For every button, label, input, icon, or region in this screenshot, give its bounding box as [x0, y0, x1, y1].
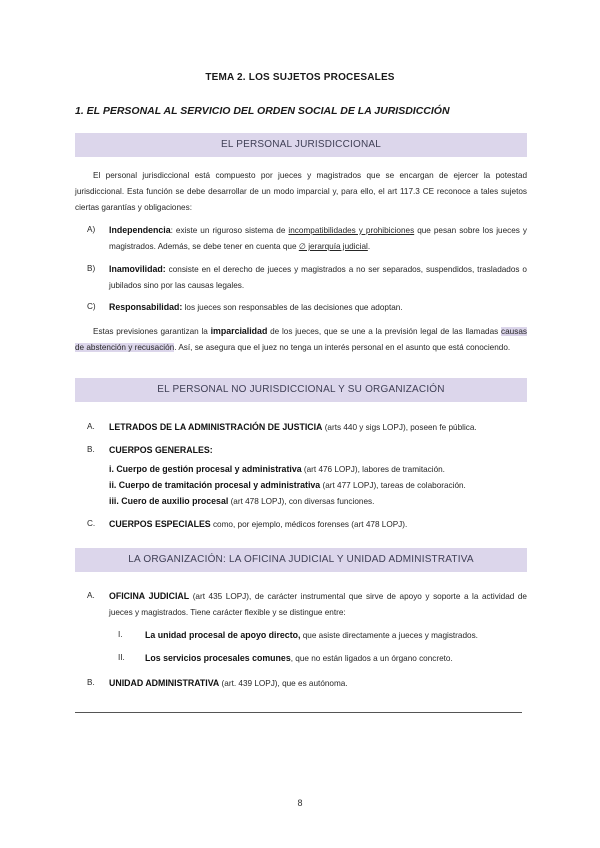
text-run: (art 435 LOPJ), de carácter instrumental que sirve de apoyo y soporte a la actividad de jueces y magistrados. Tiene carácter flexible y se distingue entre:	[109, 592, 527, 617]
roman-item-text	[145, 650, 528, 667]
item-label: OFICINA JUDICIAL	[109, 591, 190, 601]
item-label: LETRADOS DE LA ADMINISTRACIÓN DE JUSTICIA	[109, 422, 323, 432]
guarantee-label: Independencia	[109, 225, 171, 235]
roman-item-text	[145, 627, 528, 644]
section-band-jurisdictional: EL PERSONAL JURISDICCIONAL	[75, 133, 527, 157]
text-run: de los jueces, que se une a la previsión legal de las llamadas	[267, 327, 502, 336]
guarantee-label: Responsabilidad:	[109, 302, 183, 312]
section-heading: 1. EL PERSONAL AL SERVICIO DEL ORDEN SOCIAL DE LA JURISDICCIÓN	[75, 105, 450, 117]
guarantee-independencia	[87, 222, 527, 255]
list-marker: A)	[87, 225, 96, 234]
guarantee-text	[109, 222, 527, 255]
guarantee-text	[109, 261, 527, 294]
sub-item	[109, 461, 529, 478]
list-item-text	[109, 588, 527, 621]
document-title: TEMA 2. LOS SUJETOS PROCESALES	[205, 72, 395, 83]
sub-item-label: i. Cuerpo de gestión procesal y administrativa	[109, 464, 302, 474]
text-run: , que no están ligados a un órgano concreto.	[290, 654, 453, 663]
guarantee-responsabilidad	[87, 299, 527, 316]
text-run: que pesan sobre los jueces y magistrados. Además, se debe tener en cuenta que	[109, 226, 527, 251]
sub-item-label: ii. Cuerpo de tramitación procesal y administrativa	[109, 480, 321, 490]
item-label: UNIDAD ADMINISTRATIVA	[109, 678, 220, 688]
list-item-text	[109, 516, 527, 533]
guarantee-label: Inamovilidad:	[109, 264, 166, 274]
roman-item	[118, 650, 528, 667]
sub-item-label: iii. Cuero de auxilio procesal	[109, 496, 229, 506]
list-marker: B.	[87, 678, 95, 687]
list-item-cuerpos-especiales	[87, 516, 527, 533]
text-run: (art 476 LOPJ), labores de tramitación.	[301, 465, 445, 474]
guarantee-text	[109, 299, 527, 316]
text-run: que asiste directamente a jueces y magistrados.	[300, 631, 478, 640]
roman-item	[118, 627, 528, 644]
text-run: (arts 440 y sigs LOPJ), poseen fe pública.	[322, 423, 477, 432]
list-marker: C)	[87, 302, 96, 311]
underlined-term: ∅ jerarquía judicial	[298, 242, 368, 251]
text-run: : existe un riguroso sistema de	[170, 226, 289, 235]
list-item-letrados	[87, 419, 527, 436]
roman-item-label: Los servicios procesales comunes	[145, 653, 291, 663]
horizontal-rule	[75, 712, 522, 713]
list-item-text	[109, 419, 527, 436]
text-run: (art 477 LOPJ), tareas de colaboración.	[320, 481, 466, 490]
item-label: CUERPOS GENERALES:	[109, 445, 213, 455]
list-marker: A.	[87, 591, 95, 600]
section-band-non-jurisdictional: EL PERSONAL NO JURISDICCIONAL Y SU ORGANIZACIÓN	[75, 378, 527, 402]
page-number: 8	[297, 798, 303, 808]
roman-item-label: La unidad procesal de apoyo directo,	[145, 630, 301, 640]
highlighted-term: causas de abstención y recusación	[75, 327, 527, 352]
list-item-text	[109, 442, 527, 459]
text-run: como, por ejemplo, médicos forenses (art 478 LOPJ).	[210, 520, 408, 529]
text-run: (art. 439 LOPJ), que es autónoma.	[219, 679, 348, 688]
intro-paragraph: El personal jurisdiccional está compuesto por jueces y magistrados que se encargan de ejercer la potestad jurisdiccional. Esta función se debe desarrollar de un modo imparcial y, para ello, el art 117.3 CE reconoce a tales sujetos ciertas garantías y obligaciones:	[75, 171, 527, 212]
bold-term: imparcialidad	[210, 326, 268, 336]
section-band-organization: LA ORGANIZACIÓN: LA OFICINA JUDICIAL Y UNIDAD ADMINISTRATIVA	[75, 548, 527, 572]
text-run: .	[367, 242, 371, 251]
impartiality-paragraph	[75, 323, 527, 356]
guarantee-inamovilidad	[87, 261, 527, 294]
text-run: los jueces son responsables de las decisiones que adoptan.	[182, 303, 403, 312]
item-label: CUERPOS ESPECIALES	[109, 519, 211, 529]
underlined-term: incompatibilidades y prohibiciones	[288, 226, 415, 235]
text-run: consiste en el derecho de jueces y magistrados a no ser separados, suspendidos, trasladados o jubilados sino por las causas legales.	[109, 265, 527, 290]
list-marker: B.	[87, 445, 95, 454]
list-item-text	[109, 675, 527, 692]
text-run: Estas previsiones garantizan la	[93, 327, 211, 336]
list-marker: B)	[87, 264, 96, 273]
list-marker: I.	[118, 630, 123, 639]
list-item-cuerpos-generales	[87, 442, 527, 459]
text-run: (art 478 LOPJ), con diversas funciones.	[228, 497, 375, 506]
list-marker: II.	[118, 653, 125, 662]
text-run: . Así, se asegura que el juez no tenga un interés personal en el asunto que está conociendo.	[174, 343, 511, 352]
sub-item	[109, 493, 529, 510]
list-item-unidad-administrativa	[87, 675, 527, 692]
list-marker: A.	[87, 422, 95, 431]
list-item-oficina-judicial	[87, 588, 527, 621]
sub-item	[109, 477, 529, 494]
list-marker: C.	[87, 519, 96, 528]
